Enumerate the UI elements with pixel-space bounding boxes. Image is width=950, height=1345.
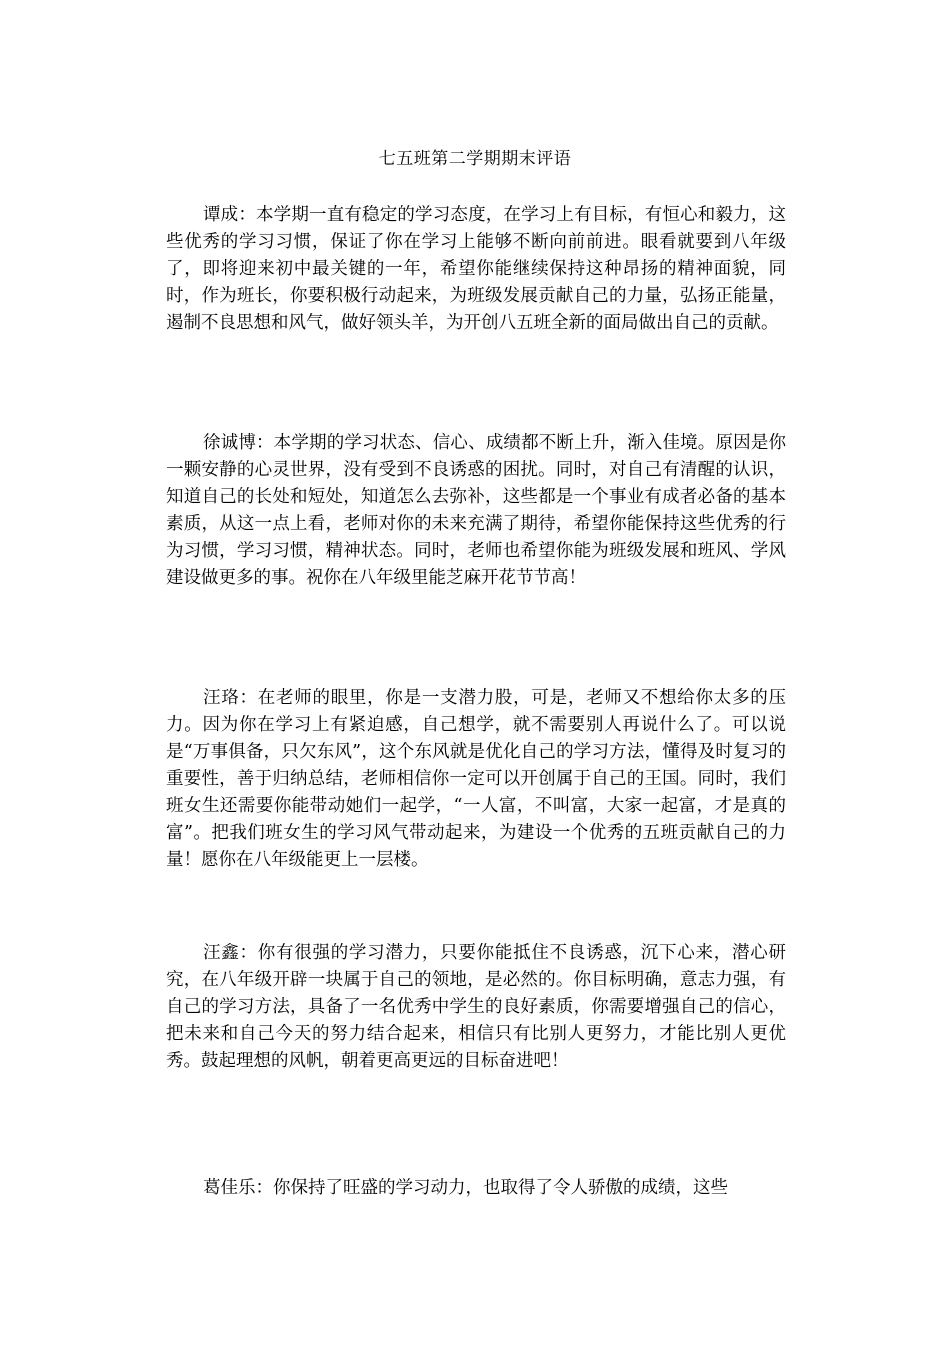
comment-paragraph: 汪珞：在老师的眼里，你是一支潜力股，可是，老师又不想给你太多的压力。因为你在学习上有紧迫感，自己想学，就不需要别人再说什么了。可以说是“万事俱备，只欠东风”，这个东风就是优化自己的学习方法，懂得及时复习的重要性，善于归纳总结，老师相信你一定可以开创属于自己的王国。同时，我们班女生还需要你能带动她们一起学，“一人富，不叫富，大家一起富，才是真的富”。把我们班女生的学习风气带动起来，为建设一个优秀的五班贡献自己的力量！愿你在八年级能更上一层楼。	[166, 688, 786, 870]
comment-paragraph: 徐诚博：本学期的学习状态、信心、成绩都不断上升，渐入佳境。原因是你一颗安静的心灵世界，没有受到不良诱惑的困扰。同时，对自己有清醒的认识，知道自己的长处和短处，知道怎么去弥补，这些都是一个事业有成者必备的基本素质，从这一点上看，老师对你的未来充满了期待，希望你能保持这些优秀的行为习惯，学习习惯，精神状态。同时，老师也希望你能为班级发展和班风、学风建设做更多的事。祝你在八年级里能芝麻开花节节高！	[166, 433, 786, 588]
comment-paragraph: 葛佳乐：你保持了旺盛的学习动力，也取得了令人骄傲的成绩，这些	[203, 1178, 728, 1198]
document-title: 七五班第二学期期末评语	[378, 149, 572, 169]
comment-paragraph: 汪鑫：你有很强的学习潜力，只要你能抵住不良诱惑，沉下心来，潜心研究，在八年级开辟一块属于自己的领地，是必然的。你目标明确，意志力强，有自己的学习方法，具备了一名优秀中学生的良好素质，你需要增强自己的信心，把未来和自己今天的努力结合起来，相信只有比别人更努力，才能比别人更优秀。鼓起理想的风帆，朝着更高更远的目标奋进吧！	[166, 943, 786, 1071]
comment-paragraph: 谭成：本学期一直有稳定的学习态度，在学习上有目标，有恒心和毅力，这些优秀的学习习惯，保证了你在学习上能够不断向前前进。眼看就要到八年级了，即将迎来初中最关键的一年，希望你能继续保持这种昂扬的精神面貌，同时，作为班长，你要积极行动起来，为班级发展贡献自己的力量，弘扬正能量，遏制不良思想和风气，做好领头羊，为开创八五班全新的面局做出自己的贡献。	[166, 205, 786, 333]
